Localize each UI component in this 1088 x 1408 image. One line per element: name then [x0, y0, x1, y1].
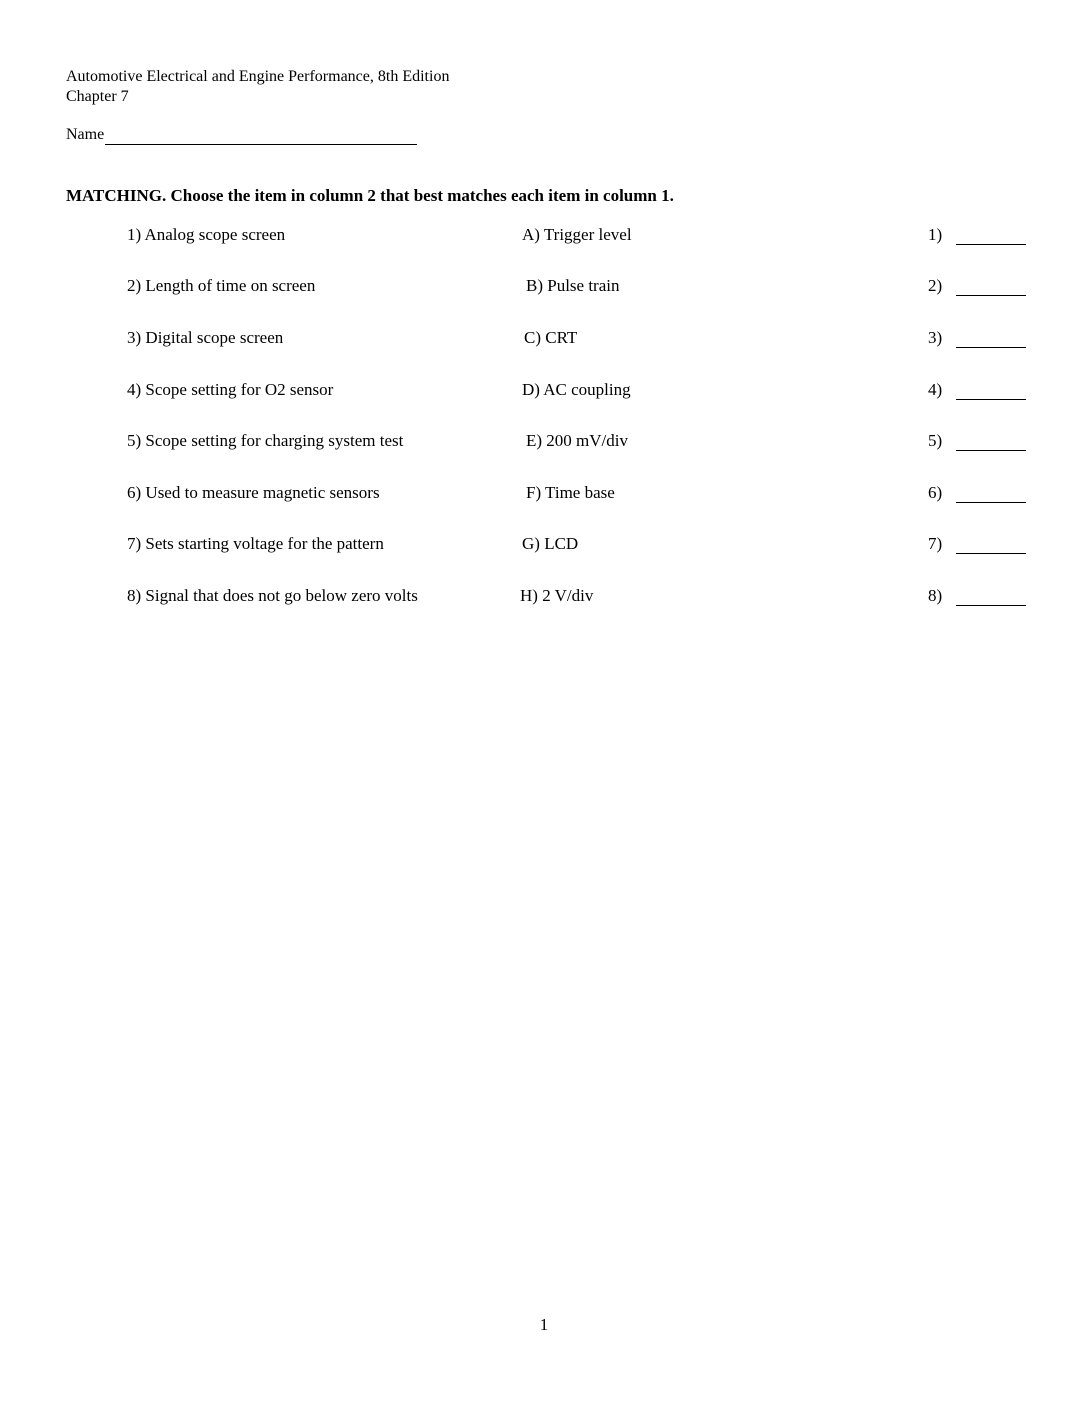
name-label: Name: [66, 126, 105, 143]
name-blank-line[interactable]: [105, 126, 417, 145]
term: 5) Scope setting for charging system test: [127, 431, 404, 450]
answer-number: 3): [928, 328, 943, 347]
matching-row: [0, 533, 1088, 557]
term: 7) Sets starting voltage for the pattern: [127, 534, 384, 553]
match-option: D) AC coupling: [522, 380, 631, 399]
name-field[interactable]: [66, 125, 417, 145]
term: 1) Analog scope screen: [127, 225, 286, 244]
answer-number: 1): [928, 225, 943, 244]
answer-number: 6): [928, 483, 943, 502]
answer-blank[interactable]: [956, 450, 1026, 451]
match-option: B) Pulse train: [526, 276, 620, 295]
matching-row: [0, 327, 1088, 351]
term: 6) Used to measure magnetic sensors: [127, 483, 380, 502]
term: 2) Length of time on screen: [127, 276, 316, 295]
instructions: MATCHING. Choose the item in column 2 that best matches each item in column 1.: [66, 186, 674, 205]
answer-number: 4): [928, 380, 943, 399]
answer-blank[interactable]: [956, 605, 1026, 606]
chapter-label: Chapter 7: [66, 88, 129, 105]
match-option: F) Time base: [526, 483, 615, 502]
answer-blank[interactable]: [956, 553, 1026, 554]
answer-number: 7): [928, 534, 943, 553]
page-number: 1: [539, 1315, 549, 1334]
answer-blank[interactable]: [956, 502, 1026, 503]
matching-row: [0, 430, 1088, 454]
term: 8) Signal that does not go below zero volts: [127, 586, 418, 605]
answer-number: 5): [928, 431, 943, 450]
answer-number: 2): [928, 276, 943, 295]
answer-blank[interactable]: [956, 295, 1026, 296]
answer-blank[interactable]: [956, 347, 1026, 348]
term: 4) Scope setting for O2 sensor: [127, 380, 334, 399]
answer-number: 8): [928, 586, 943, 605]
matching-row: [0, 275, 1088, 299]
term: 3) Digital scope screen: [127, 328, 284, 347]
answer-blank[interactable]: [956, 399, 1026, 400]
matching-row: [0, 224, 1088, 248]
matching-row: [0, 482, 1088, 506]
match-option: E) 200 mV/div: [526, 431, 628, 450]
matching-row: [0, 379, 1088, 403]
book-title: Automotive Electrical and Engine Performance, 8th Edition: [66, 68, 450, 85]
match-option: G) LCD: [522, 534, 579, 553]
match-option: H) 2 V/div: [520, 586, 594, 605]
answer-blank[interactable]: [956, 244, 1026, 245]
match-option: C) CRT: [524, 328, 578, 347]
matching-row: [0, 585, 1088, 609]
match-option: A) Trigger level: [522, 225, 632, 244]
